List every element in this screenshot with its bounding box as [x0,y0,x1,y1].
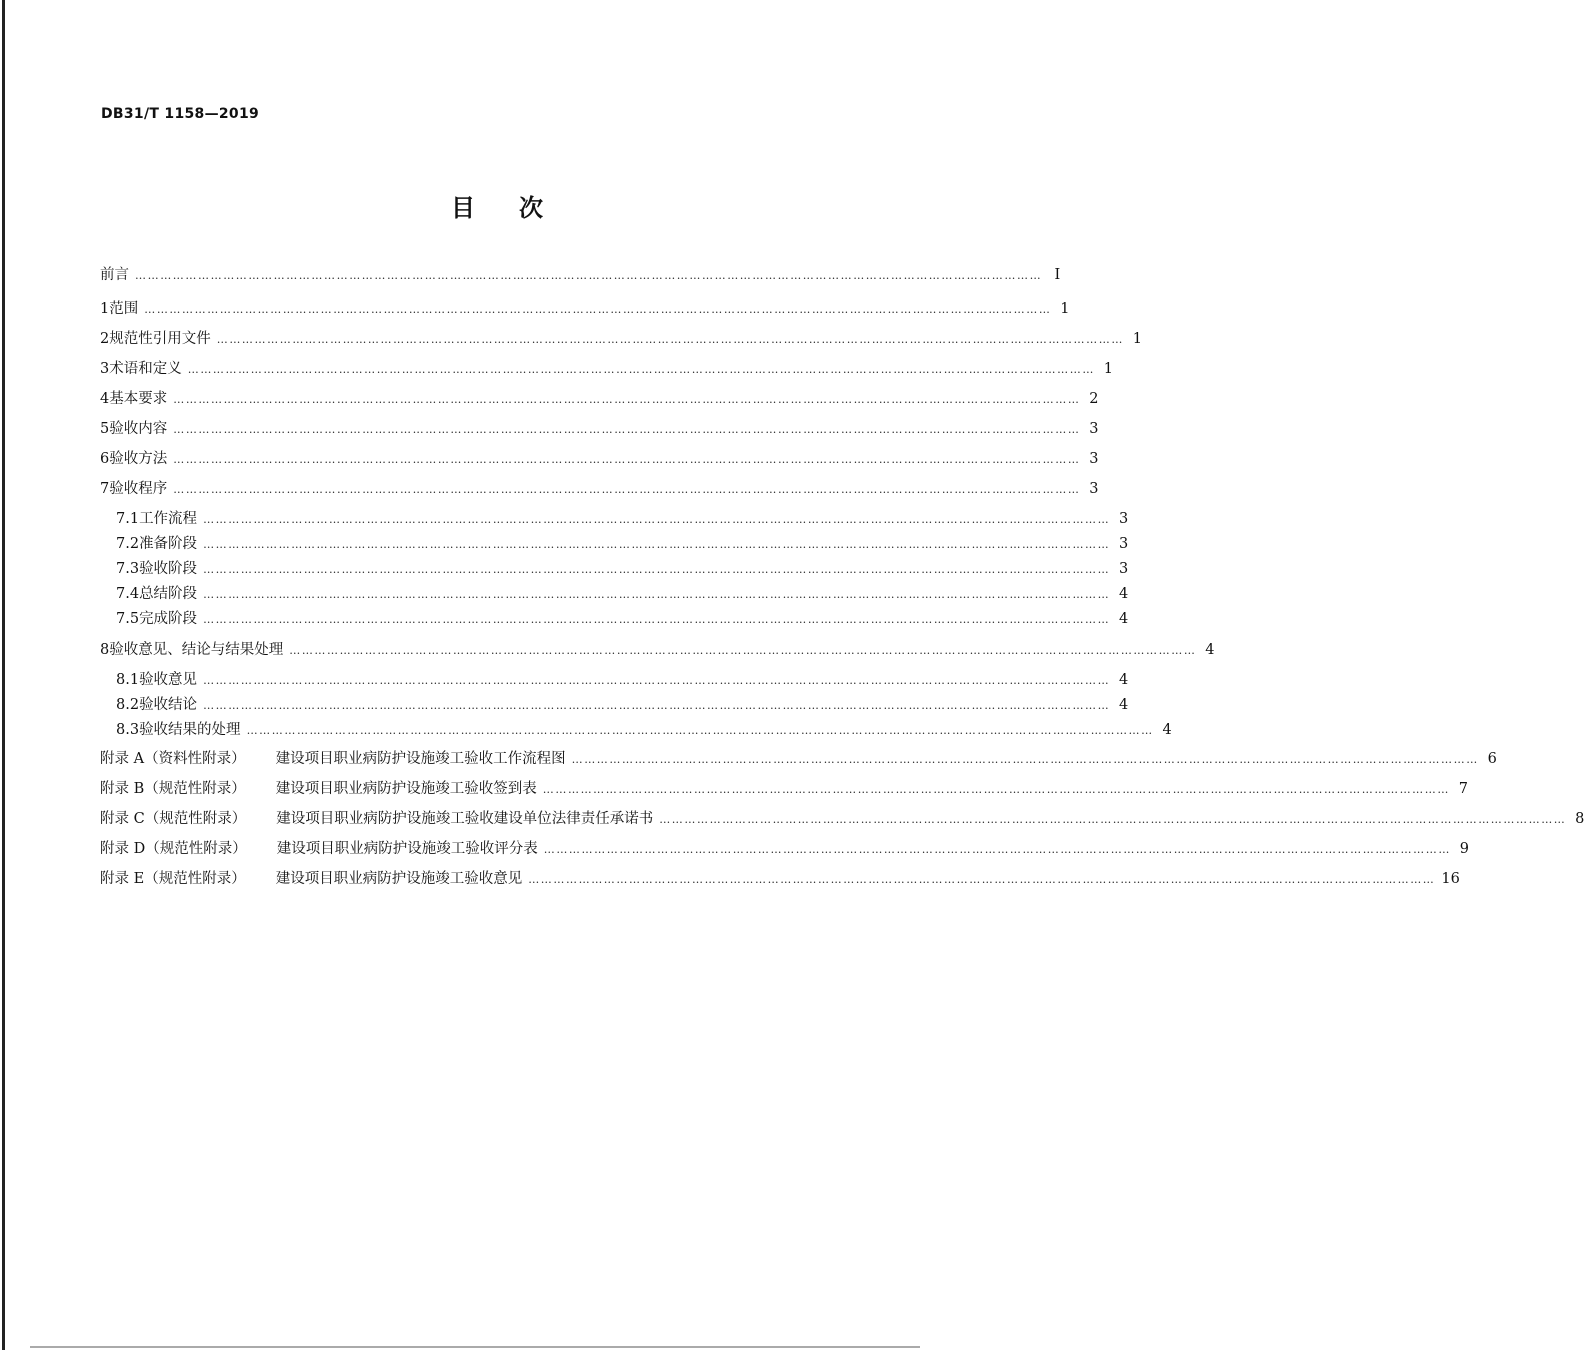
toc-number: 7 [100,481,110,497]
document-code: DB31/T 1158—2019 [101,106,260,122]
page-title: 目次 [451,194,587,222]
toc-leader: ……………………………………………………………………………………………………………………………………………………………………………………………… [135,269,1043,282]
toc-number: 7.4 [116,586,140,602]
toc-label: 规范性引用文件 [109,331,211,347]
toc-number: 8.1 [116,672,140,688]
toc-entry [116,719,1172,742]
toc-entry [116,508,1129,531]
toc-page: 3 [1089,481,1099,497]
toc-leader: ……………………………………………………………………………………………………………………………………………………………………………………………… [203,513,1111,526]
toc-entry [116,694,1129,717]
toc-label: 验收意见、结论与结果处理 [109,642,284,658]
toc-label: 完成阶段 [139,611,198,627]
toc-leader: ……………………………………………………………………………………………………………………………………………………………………………………………… [173,423,1081,436]
toc-entry-appendix-b [100,778,1468,801]
toc-number: 5 [100,421,110,437]
toc-entry [116,533,1129,556]
toc-page: 1 [1132,331,1142,347]
toc-label: 建设项目职业病防护设施竣工验收签到表 [275,781,537,797]
toc-label: 验收内容 [109,421,168,437]
toc-label: 验收结论 [139,697,198,713]
toc-label: 基本要求 [109,391,168,407]
toc-entry [116,558,1129,581]
toc-page: 3 [1119,561,1129,577]
toc-leader: ……………………………………………………………………………………………………………………………………………………………………………………………… [216,333,1124,346]
toc-leader: ……………………………………………………………………………………………………………………………………………………………………………………………… [173,483,1081,496]
toc-page: 9 [1459,841,1469,857]
toc-leader: ……………………………………………………………………………………………………………………………………………………………………………………………… [144,303,1052,316]
toc-number: 8.2 [116,697,140,713]
toc-entry-appendix-a [100,748,1497,771]
toc-number: 1 [100,301,110,317]
toc-leader: ……………………………………………………………………………………………………………………………………………………………………………………………… [203,563,1111,576]
toc-label: 准备阶段 [139,536,198,552]
toc-leader: ……………………………………………………………………………………………………………………………………………………………………………………………… [289,644,1197,657]
toc-entry-appendix-d [100,838,1469,861]
toc-page: 3 [1089,451,1099,467]
toc-page: 1 [1103,361,1113,377]
toc-number: 8 [100,642,110,658]
toc-page: 4 [1119,611,1129,627]
toc-entry [100,639,1215,662]
toc-entry [100,328,1142,351]
toc-page: 4 [1205,642,1215,658]
toc-label: 验收程序 [109,481,168,497]
toc-label: 建设项目职业病防护设施竣工验收建设单位法律责任承诺书 [276,811,654,827]
toc-leader: ……………………………………………………………………………………………………………………………………………………………………………………………… [173,453,1081,466]
toc-number: 4 [100,391,110,407]
toc-page: 16 [1441,871,1460,887]
toc-number: 7.1 [116,511,140,527]
toc-leader: ……………………………………………………………………………………………………………………………………………………………………………………………… [203,699,1111,712]
toc-page: 4 [1119,672,1129,688]
toc-label: 建设项目职业病防护设施竣工验收工作流程图 [275,751,566,767]
toc-leader: ……………………………………………………………………………………………………………………………………………………………………………………………… [528,873,1436,886]
toc-label: 验收阶段 [139,561,198,577]
toc-page: 8 [1575,811,1584,827]
toc-number: 7.3 [116,561,140,577]
toc-entry-appendix-c [100,808,1584,831]
toc-label: 验收结果的处理 [139,722,241,738]
toc-number: 2 [100,331,110,347]
toc-leader: ……………………………………………………………………………………………………………………………………………………………………………………………… [542,783,1450,796]
toc-page: 3 [1119,536,1129,552]
toc-page: 7 [1458,781,1468,797]
toc-appendix-number: 附录 E（规范性附录） [100,871,246,887]
toc-leader: ……………………………………………………………………………………………………………………………………………………………………………………………… [203,613,1111,626]
toc-entry-appendix-e [100,868,1460,891]
toc-page: 3 [1119,511,1129,527]
toc-entry [116,583,1129,606]
toc-page: I [1054,267,1061,283]
toc-entry [100,358,1113,381]
toc-leader: ……………………………………………………………………………………………………………………………………………………………………………………………… [173,393,1081,406]
toc-entry [100,448,1099,471]
toc-label: 验收方法 [109,451,168,467]
toc-number: 8.3 [116,722,140,738]
toc-page: 4 [1119,586,1129,602]
toc-leader: ……………………………………………………………………………………………………………………………………………………………………………………………… [571,753,1479,766]
toc-entry [100,298,1070,321]
toc-number: 3 [100,361,110,377]
toc-label: 总结阶段 [139,586,198,602]
toc-number: 7.5 [116,611,140,627]
scan-edge-bottom [30,1346,920,1348]
toc-label: 前言 [100,267,129,283]
toc-leader: ……………………………………………………………………………………………………………………………………………………………………………………………… [203,538,1111,551]
toc-page: 4 [1119,697,1129,713]
toc-entry [100,478,1099,501]
toc-entry-foreword [100,264,1061,287]
toc-label: 工作流程 [139,511,198,527]
toc-entry [116,608,1129,631]
toc-leader: ……………………………………………………………………………………………………………………………………………………………………………………………… [187,363,1095,376]
toc-number: 7.2 [116,536,140,552]
toc-leader: ……………………………………………………………………………………………………………………………………………………………………………………………… [203,674,1111,687]
toc-number: 6 [100,451,110,467]
toc-label: 建设项目职业病防护设施竣工验收意见 [275,871,523,887]
toc-entry [100,388,1099,411]
toc-leader: ……………………………………………………………………………………………………………………………………………………………………………………………… [203,588,1111,601]
toc-appendix-number: 附录 C（规范性附录） [100,811,247,827]
toc-leader: ……………………………………………………………………………………………………………………………………………………………………………………………… [246,724,1154,737]
toc-label: 验收意见 [139,672,198,688]
toc-page: 4 [1162,722,1172,738]
toc-label: 范围 [109,301,139,317]
toc-page: 2 [1089,391,1099,407]
toc-appendix-number: 附录 A（资料性附录） [100,751,246,767]
toc-entry [116,669,1129,692]
toc-appendix-number: 附录 D（规范性附录） [100,841,247,857]
toc-page: 6 [1487,751,1497,767]
toc-appendix-number: 附录 B（规范性附录） [100,781,246,797]
toc-entry [100,418,1099,441]
toc-label: 术语和定义 [109,361,182,377]
toc-label: 建设项目职业病防护设施竣工验收评分表 [276,841,538,857]
toc-page: 1 [1060,301,1070,317]
toc-leader: ……………………………………………………………………………………………………………………………………………………………………………………………… [659,813,1567,826]
toc-leader: ……………………………………………………………………………………………………………………………………………………………………………………………… [543,843,1451,856]
toc-page: 3 [1089,421,1099,437]
